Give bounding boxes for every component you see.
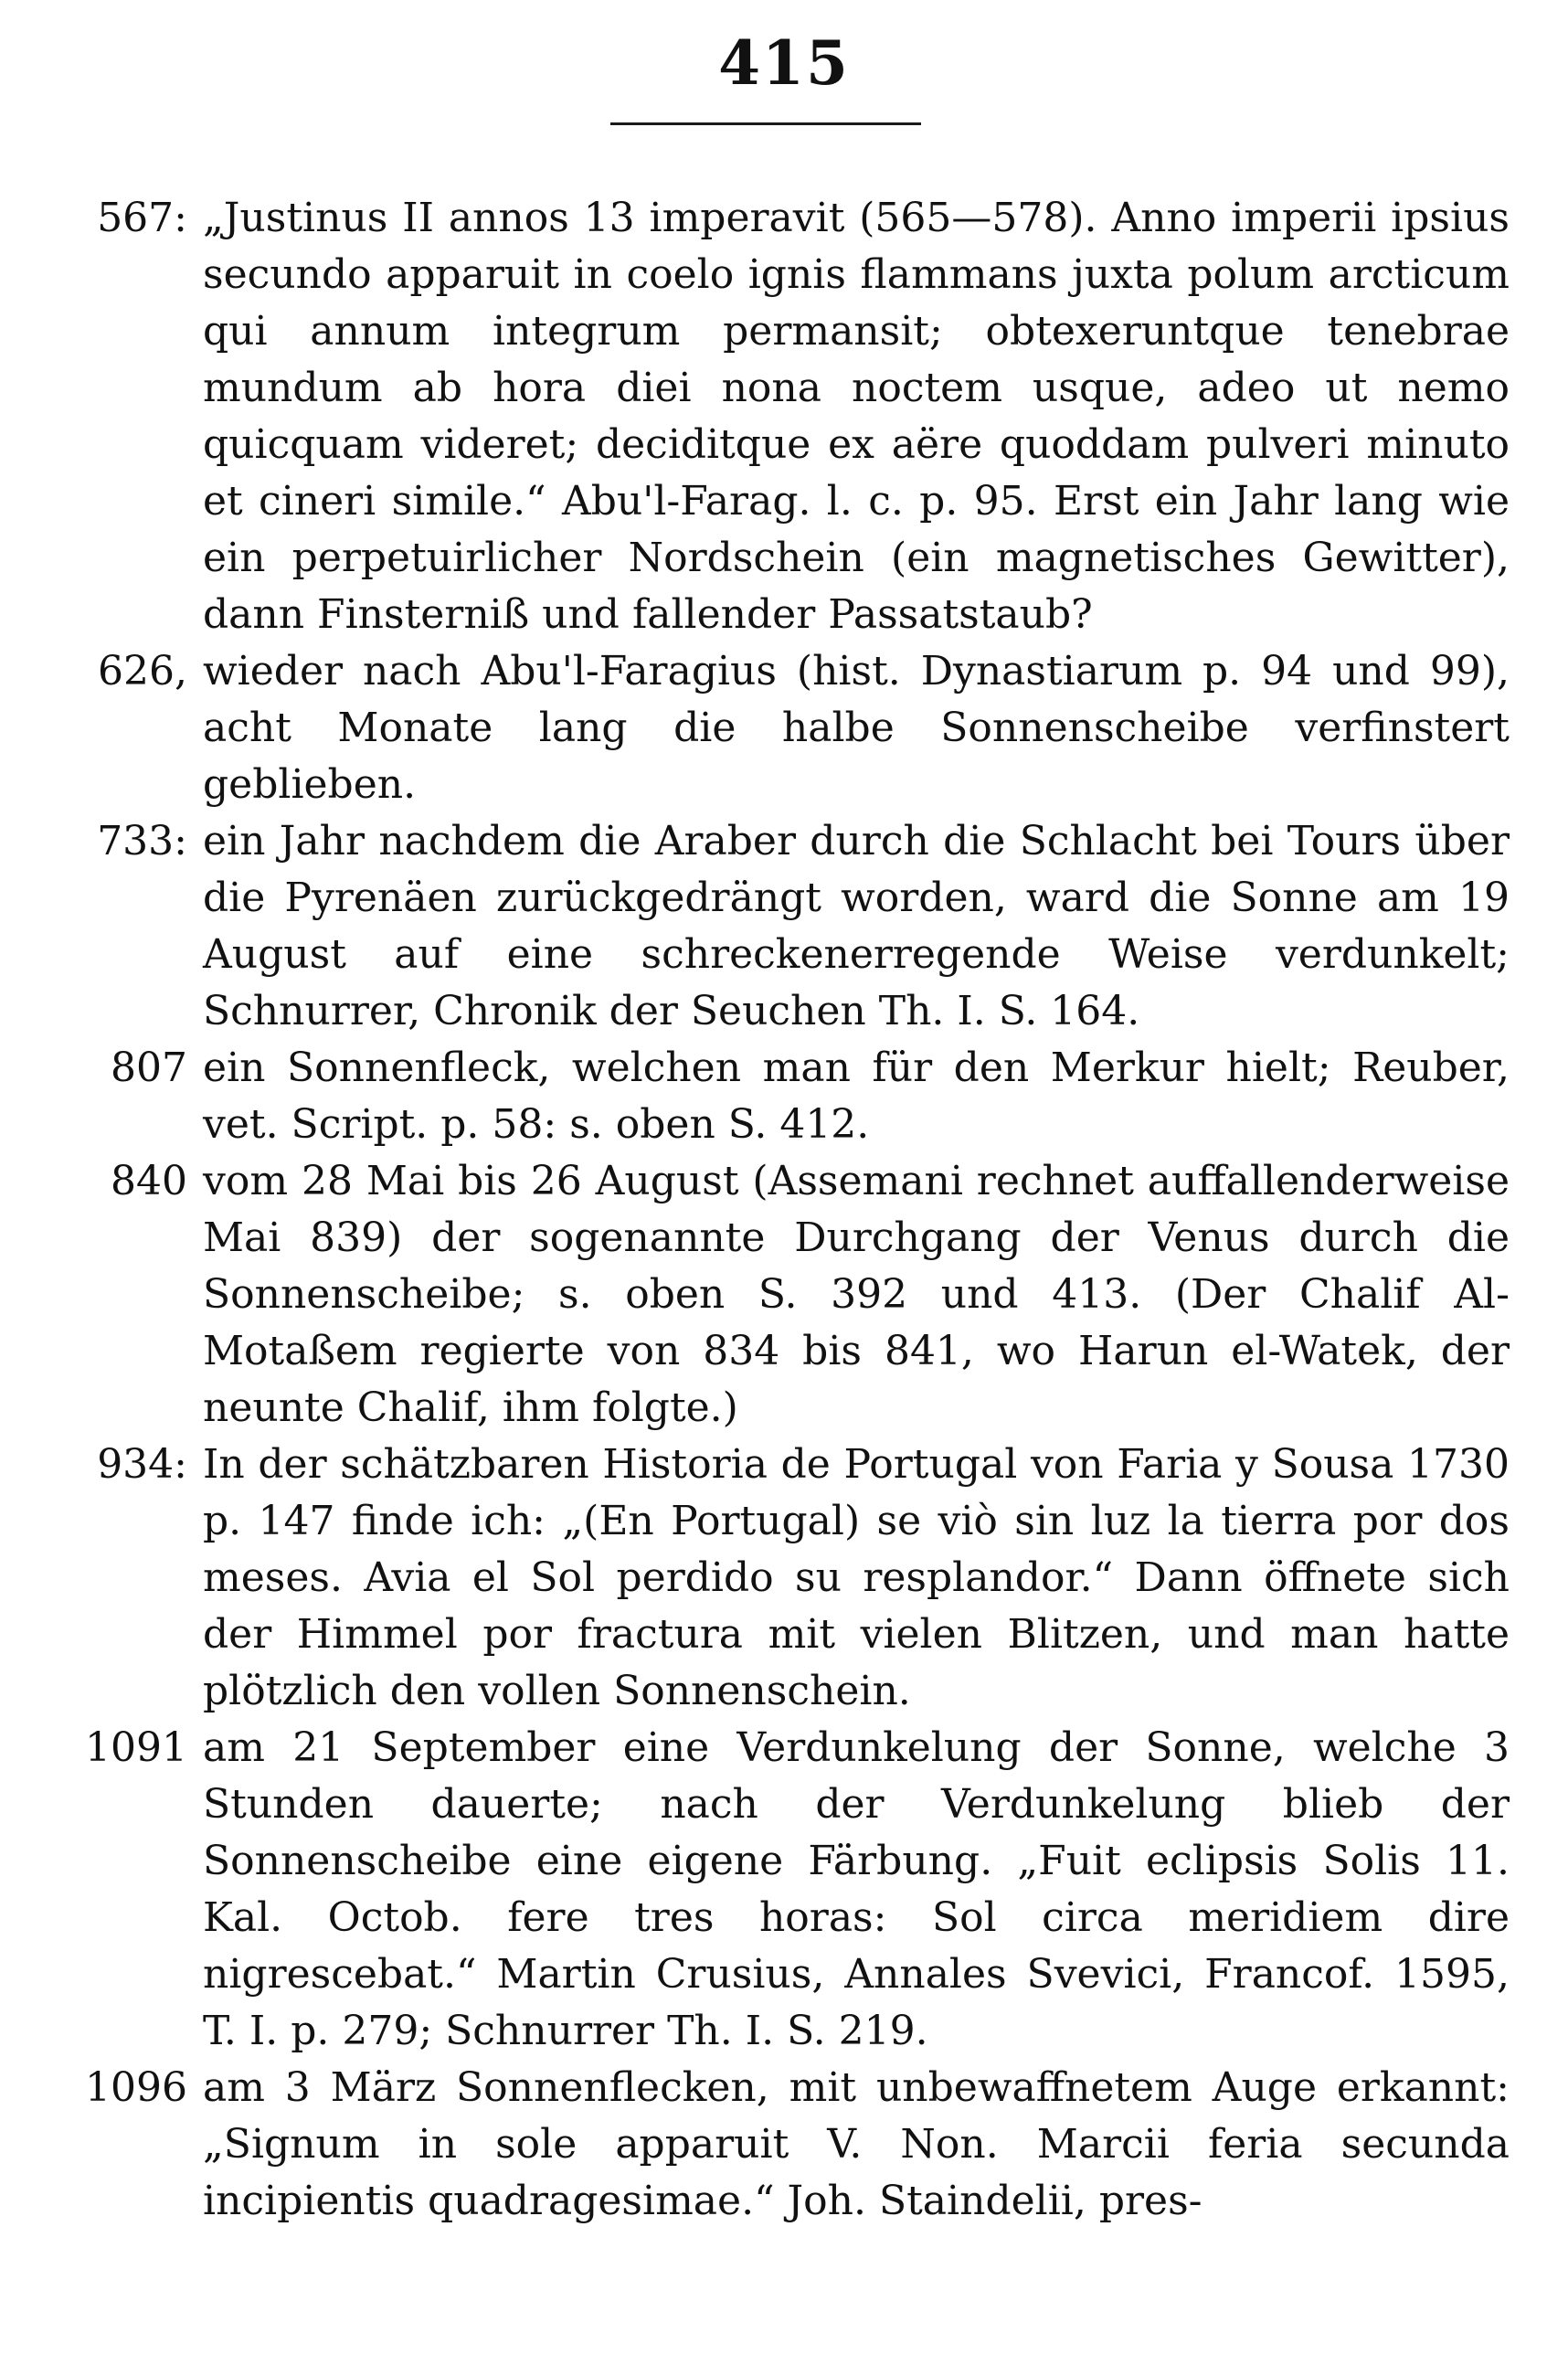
header-rule: [610, 122, 921, 125]
entry-1091: [0, 1720, 1568, 2060]
entry-934: [0, 1437, 1568, 1720]
chronology-entries: [0, 190, 1568, 2230]
entry-567: [0, 190, 1568, 643]
entry-1096: [0, 2060, 1568, 2230]
entry-year: 840: [111, 1158, 187, 1204]
entry-text: am 21 September eine Verdunkelung der Sonne, welche 3 Stunden dauerte; nach der Verdunkelung blieb der Sonnenscheibe eine eigene Färbung. „Fuit eclipsis Solis 11. Kal. Octob. fere tres horas: Sol circa meridiem dire nigrescebat.“ Martin Crusius, Annales Svevici, Francof. 1595, T. I. p. 279; Schnurrer Th. I. S. 219.: [203, 1724, 1510, 2054]
entry-807: [0, 1040, 1568, 1153]
entry-year: 934:: [97, 1441, 187, 1488]
entry-year: 1091: [85, 1724, 187, 1771]
page-number: 415: [718, 27, 850, 99]
entry-840: [0, 1153, 1568, 1437]
entry-year: 626,: [98, 648, 187, 695]
entry-year: 807: [111, 1044, 187, 1091]
entry-text: ein Jahr nachdem die Araber durch die Schlacht bei Tours über die Pyrenäen zurückgedrängt worden, ward die Sonne am 19 August auf eine schreckenerregende Weise verdunkelt; Schnurrer, Chronik der Seuchen Th. I. S. 164.: [203, 818, 1510, 1034]
entry-text: „Justinus II annos 13 imperavit (565—578). Anno imperii ipsius secundo apparuit in coelo ignis flammans juxta polum arcticum qui annum integrum permansit; obtexeruntque tenebrae mundum ab hora diei nona noctem usque, adeo ut nemo quicquam videret; deciditque ex aëre quoddam pulveri minuto et cineri simile.“ Abu'l-Farag. l. c. p. 95. Erst ein Jahr lang wie ein perpetuirlicher Nordschein (ein magnetisches Gewitter), dann Finsterniß und fallender Passatstaub?: [203, 195, 1510, 638]
entry-text: ein Sonnenfleck, welchen man für den Merkur hielt; Reuber, vet. Script. p. 58: s. oben S. 412.: [203, 1044, 1510, 1148]
entry-year: 1096: [85, 2064, 187, 2111]
entry-text: wieder nach Abu'l-Faragius (hist. Dynastiarum p. 94 und 99), acht Monate lang die halbe Sonnenscheibe verfinstert geblieben.: [203, 648, 1510, 808]
entry-text: am 3 März Sonnenflecken, mit unbewaffnetem Auge erkannt: „Signum in sole apparuit V. Non. Marcii feria secunda incipientis quadragesimae.“ Joh. Staindelii, pres-: [203, 2064, 1510, 2224]
entry-626: [0, 643, 1568, 813]
entry-year: 567:: [97, 195, 187, 241]
entry-text: vom 28 Mai bis 26 August (Assemani rechnet auffallenderweise Mai 839) der sogenannte Durchgang der Venus durch die Sonnenscheibe; s. oben S. 392 und 413. (Der Chalif Al-Motaßem regierte von 834 bis 841, wo Harun el-Watek, der neunte Chalif, ihm folgte.): [203, 1158, 1510, 1431]
entry-year: 733:: [97, 818, 187, 864]
entry-733: [0, 813, 1568, 1040]
entry-text: In der schätzbaren Historia de Portugal von Faria y Sousa 1730 p. 147 finde ich: „(En Portugal) se viò sin luz la tierra por dos meses. Avia el Sol perdido su resplandor.“ Dann öffnete sich der Himmel por fractura mit vielen Blitzen, und man hatte plötzlich den vollen Sonnenschein.: [203, 1441, 1510, 1714]
